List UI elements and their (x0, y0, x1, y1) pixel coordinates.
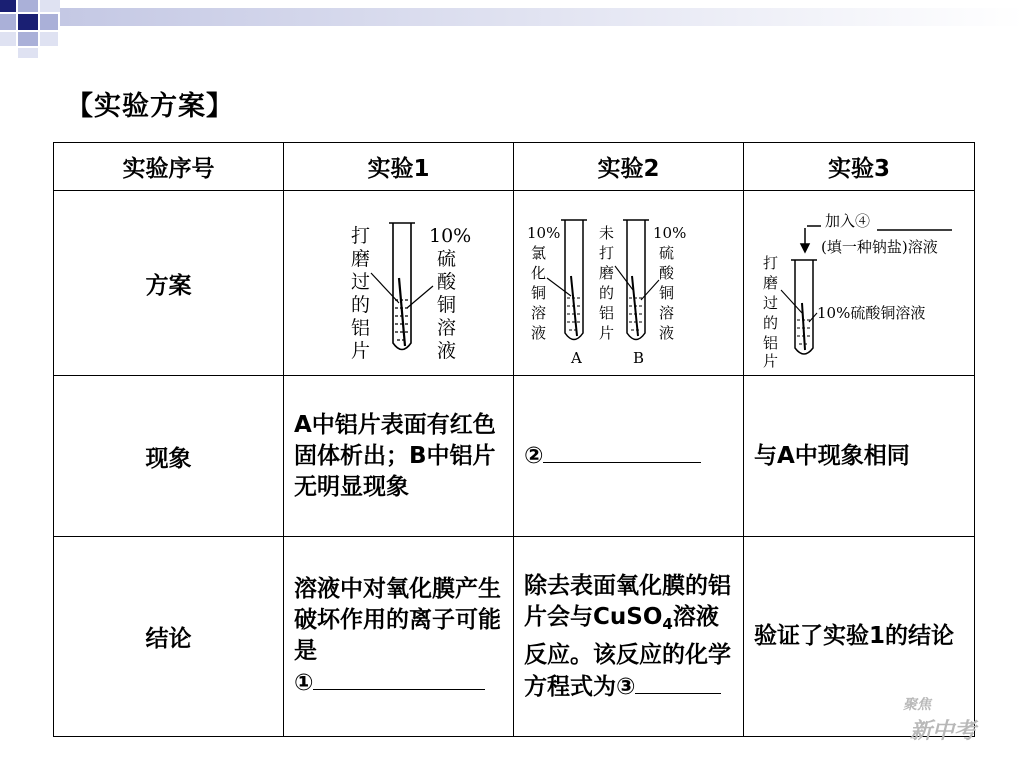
exp2-left-char: 10% (526, 224, 560, 242)
answer-marker-2: ② (524, 443, 544, 469)
exp2-right-char: 铜 (658, 284, 674, 302)
exp3-phenomenon: 与A中现象相同 (744, 376, 975, 537)
exp2-middle-char: 未 (598, 224, 614, 242)
header-cell: 实验3 (744, 143, 975, 191)
conclusion-row (54, 537, 975, 737)
exp1-left-char: 打 (350, 225, 370, 247)
exp1-figure-cell (284, 191, 514, 376)
answer-blank-2[interactable] (543, 440, 701, 463)
exp1-right-char: 酸 (436, 271, 456, 293)
exp3-left-char: 的 (762, 314, 778, 332)
exp1-conclusion-text: 溶液中对氧化膜产生破坏作用的离子可能是 (294, 576, 501, 664)
exp2-test-tubes-figure (519, 198, 739, 368)
conclusion-label: 结论 (54, 537, 284, 737)
exp3-left-char: 磨 (762, 274, 778, 292)
watermark-line1: 聚焦 (903, 697, 931, 713)
exp2-right-char: 酸 (658, 264, 674, 282)
answer-blank-1[interactable] (313, 667, 485, 690)
exp2-middle-char: 的 (598, 284, 614, 302)
exp3-top-text: 加入④ (824, 212, 870, 230)
answer-blank-3[interactable] (635, 671, 721, 694)
exp2-conclusion-text-b: 溶液反应。该反应的化学方程式为 (524, 603, 731, 700)
exp1-phenomenon: A中铝片表面有红色固体析出；B中铝片无明显现象 (284, 376, 514, 537)
tube-a-label: A (570, 349, 582, 367)
phenomenon-row (54, 376, 975, 537)
formula-subscript: 4 (662, 614, 673, 633)
exp1-left-char: 片 (350, 340, 370, 362)
exp3-left-char: 过 (762, 294, 778, 312)
exp1-right-char: 铜 (436, 294, 456, 316)
exp1-left-char: 过 (350, 271, 370, 293)
answer-marker-3: ③ (616, 673, 636, 700)
exp3-second-text: (填一种钠盐)溶液 (820, 238, 938, 256)
exp2-conclusion-text-a: 除去表面氧化膜的铝片会与 (524, 572, 731, 630)
header-cell: 实验2 (514, 143, 744, 191)
scheme-label: 方案 (54, 191, 284, 376)
phenomenon-label: 现象 (54, 376, 284, 537)
header-cell: 实验序号 (54, 143, 284, 191)
header-decoration (0, 0, 1024, 60)
exp2-conclusion (514, 537, 744, 737)
exp2-left-char: 铜 (530, 284, 546, 302)
exp3-left-char: 片 (762, 352, 778, 368)
test-tube-icon (781, 260, 817, 354)
exp2-right-char: 液 (658, 324, 674, 342)
exp2-right-char: 10% (652, 224, 686, 242)
scheme-row (54, 191, 975, 376)
watermark-line2: 新中考 (910, 719, 977, 744)
exp1-left-char: 磨 (350, 248, 370, 270)
exp1-right-char: 溶 (436, 317, 456, 339)
chemical-formula: CuSO (593, 603, 663, 630)
exp3-conclusion: 验证了实验1的结论 (744, 537, 975, 737)
exp2-left-char: 液 (530, 324, 546, 342)
exp2-left-char: 溶 (530, 304, 546, 322)
exp1-test-tube-figure (289, 198, 509, 368)
header-cell: 实验1 (284, 143, 514, 191)
exp2-middle-char: 打 (598, 244, 614, 262)
exp2-middle-char: 铝 (598, 304, 614, 322)
test-tube-icon (371, 223, 433, 350)
tube-b-label: B (632, 349, 644, 367)
section-heading: 【实验方案】 (66, 91, 234, 122)
exp2-figure-cell (514, 191, 744, 376)
exp2-left-char: 氯 (530, 244, 546, 262)
exp1-right-char: 10% (428, 225, 471, 247)
exp3-figure-cell (744, 191, 975, 376)
exp2-phenomenon (514, 376, 744, 537)
watermark-logo (900, 694, 1000, 746)
exp1-right-char: 硫 (436, 248, 456, 270)
exp3-left-char: 打 (762, 254, 778, 272)
exp2-right-char: 硫 (658, 244, 674, 262)
experiment-table (53, 142, 975, 737)
exp3-right-text: 10%硫酸铜溶液 (816, 304, 925, 322)
exp1-left-char: 的 (350, 294, 370, 316)
exp2-middle-char: 片 (598, 324, 614, 342)
exp2-middle-char: 磨 (598, 264, 614, 282)
header-row (54, 143, 975, 191)
exp1-conclusion (284, 537, 514, 737)
answer-marker-1: ① (294, 670, 314, 696)
exp3-test-tube-figure (747, 198, 972, 368)
exp2-right-char: 溶 (658, 304, 674, 322)
exp2-left-char: 化 (530, 264, 546, 282)
exp1-left-char: 铝 (350, 317, 370, 339)
exp3-left-char: 铝 (762, 334, 778, 352)
exp1-right-char: 液 (436, 340, 456, 362)
